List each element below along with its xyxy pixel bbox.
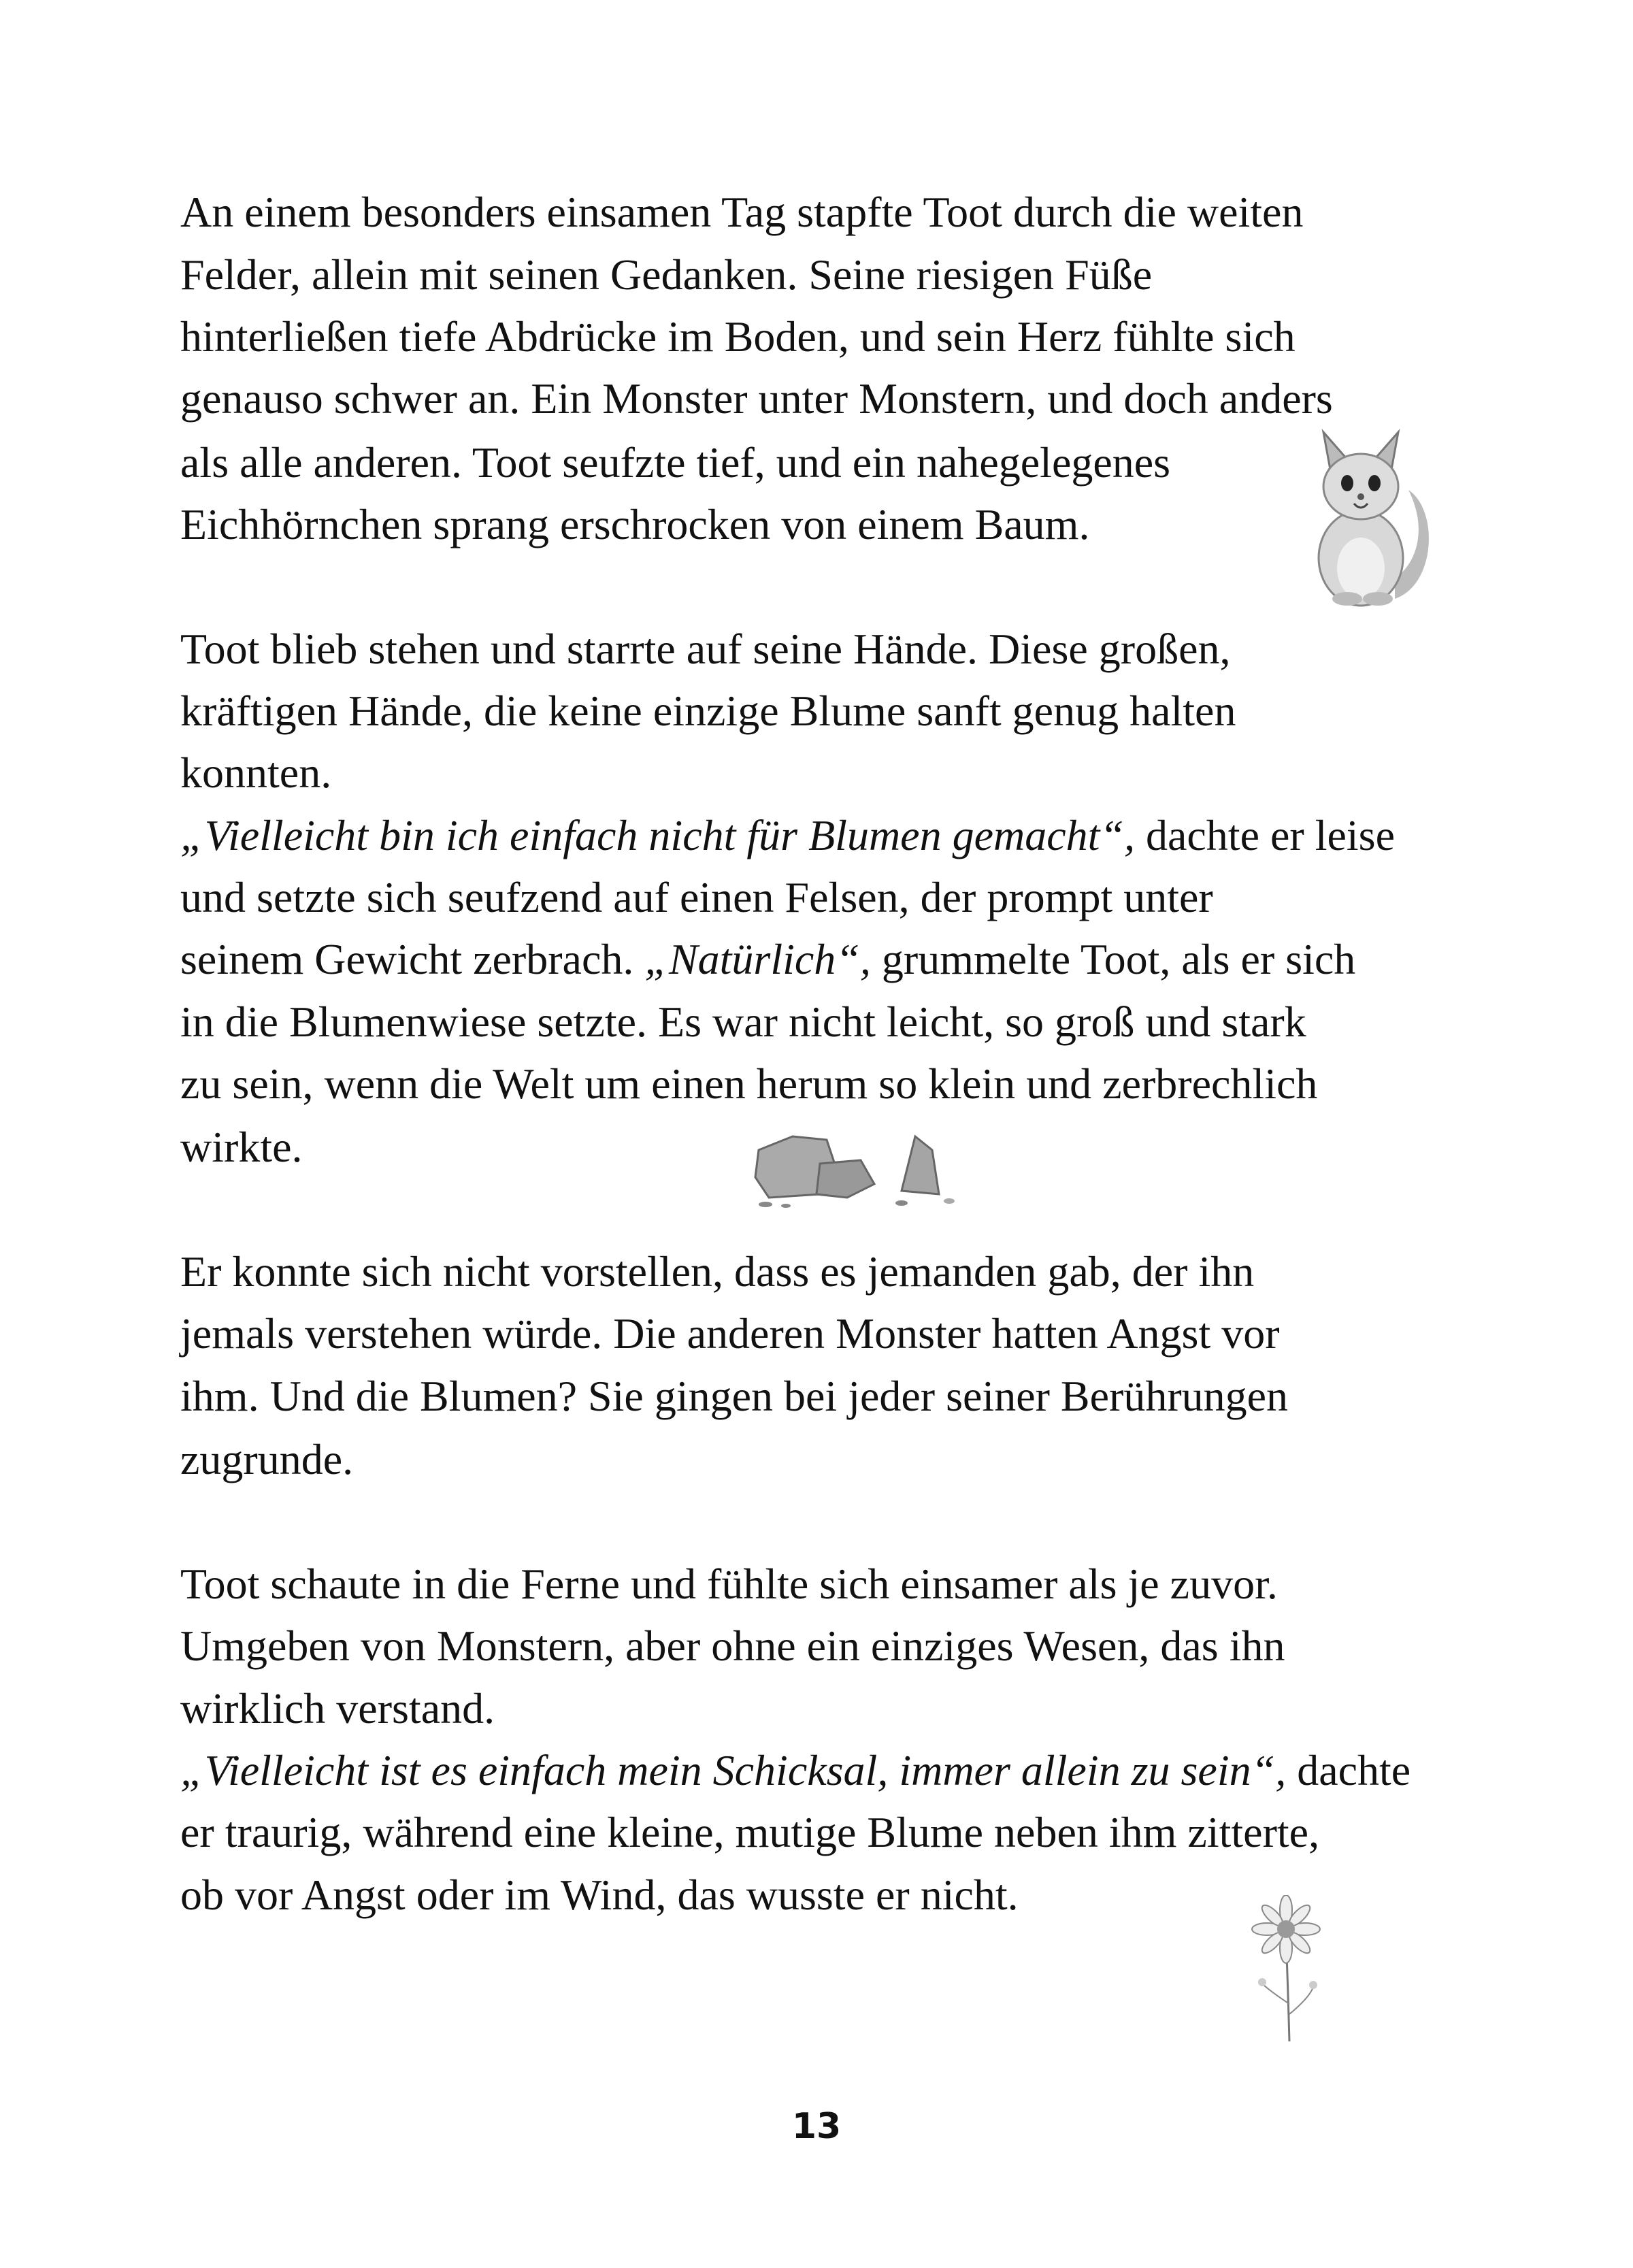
text-line [180,244,1152,306]
italic-quote: „Natürlich“, [644,935,871,984]
text-segment: Umgeben von Monstern, aber ohne ein einziges Wesen, das ihn [180,1622,1285,1671]
text-line [180,1554,1278,1615]
text-line [180,1303,1280,1364]
text-line [180,1864,1019,1926]
text-segment: wirklich verstand. [180,1683,495,1732]
text-line [180,1740,1411,1801]
text-line [180,494,1089,555]
text-segment: genauso schwer an. Ein Monster unter Monstern, und doch anders [180,374,1333,423]
text-line [180,1429,353,1490]
text-line [180,1615,1285,1677]
squirrel-illustration [1293,429,1442,612]
text-segment: An einem besonders einsamen Tag stapfte Toot durch die weiten [180,188,1304,237]
text-line [180,306,1296,367]
text-line [180,805,1395,866]
text-line [180,368,1333,429]
text-line [180,1117,303,1178]
text-segment: hinterließen tiefe Abdrücke im Boden, und sein Herz fühlte sich [180,312,1296,361]
text-segment: zugrunde. [180,1435,354,1484]
italic-quote: „Vielleicht ist es einfach mein Schicksal, immer allein zu sein“, [180,1745,1287,1794]
text-segment: wirkte. [180,1123,303,1172]
page-number: 13 [791,2106,842,2147]
text-segment: seinem Gewicht zerbrach. [180,935,645,984]
text-segment: kräftigen Hände, die keine einzige Blume sanft genug halten [180,687,1236,735]
text-segment: jemals verstehen würde. Die anderen Monster hatten Angst vor [180,1309,1280,1358]
text-segment: ob vor Angst oder im Wind, das wusste er nicht. [180,1870,1019,1919]
text-line [180,1366,1288,1427]
text-segment: Toot schaute in die Ferne und fühlte sich einsamer als je zuvor. [180,1559,1278,1608]
text-segment: als alle anderen. Toot seufzte tief, und ein nahegelegenes [180,438,1171,487]
broken-rock-illustration [745,1130,976,1211]
text-segment: Eichhörnchen sprang erschrocken von einem Baum. [180,500,1090,548]
italic-quote: „Vielleicht bin ich einfach nicht für Blumen gemacht“, [180,810,1135,859]
text-segment: zu sein, wenn die Welt um einen herum so klein und zerbrechlich [180,1059,1318,1108]
daisy-flower-illustration [1235,1895,1344,2045]
text-line [180,1802,1319,1863]
text-segment: er traurig, während eine kleine, mutige Blume neben ihm zitterte, [180,1808,1320,1857]
text-segment: Toot blieb stehen und starrte auf seine Hände. Diese großen, [180,624,1231,673]
text-line [180,1678,495,1739]
text-segment: ihm. Und die Blumen? Sie gingen bei jeder seiner Berührungen [180,1371,1289,1420]
text-segment: und setzte sich seufzend auf einen Felsen, der prompt unter [180,873,1213,921]
text-segment: dachte er leise [1134,810,1395,859]
text-line [180,680,1236,742]
text-line [180,1053,1317,1115]
text-line [180,742,331,804]
text-segment: in die Blumenwiese setzte. Es war nicht leicht, so groß und stark [180,997,1306,1046]
text-line [180,1241,1254,1302]
text-segment: dachte [1286,1745,1411,1794]
text-line [180,929,1355,990]
text-line [180,619,1230,680]
text-line [180,991,1306,1053]
text-line [180,432,1170,493]
text-segment: Er konnte sich nicht vorstellen, dass es jemanden gab, der ihn [180,1247,1255,1296]
text-line [180,182,1303,243]
text-segment: Felder, allein mit seinen Gedanken. Seine riesigen Füße [180,250,1153,299]
text-segment: grummelte Toot, als er sich [870,935,1356,984]
text-line [180,867,1213,928]
text-segment: konnten. [180,749,332,798]
